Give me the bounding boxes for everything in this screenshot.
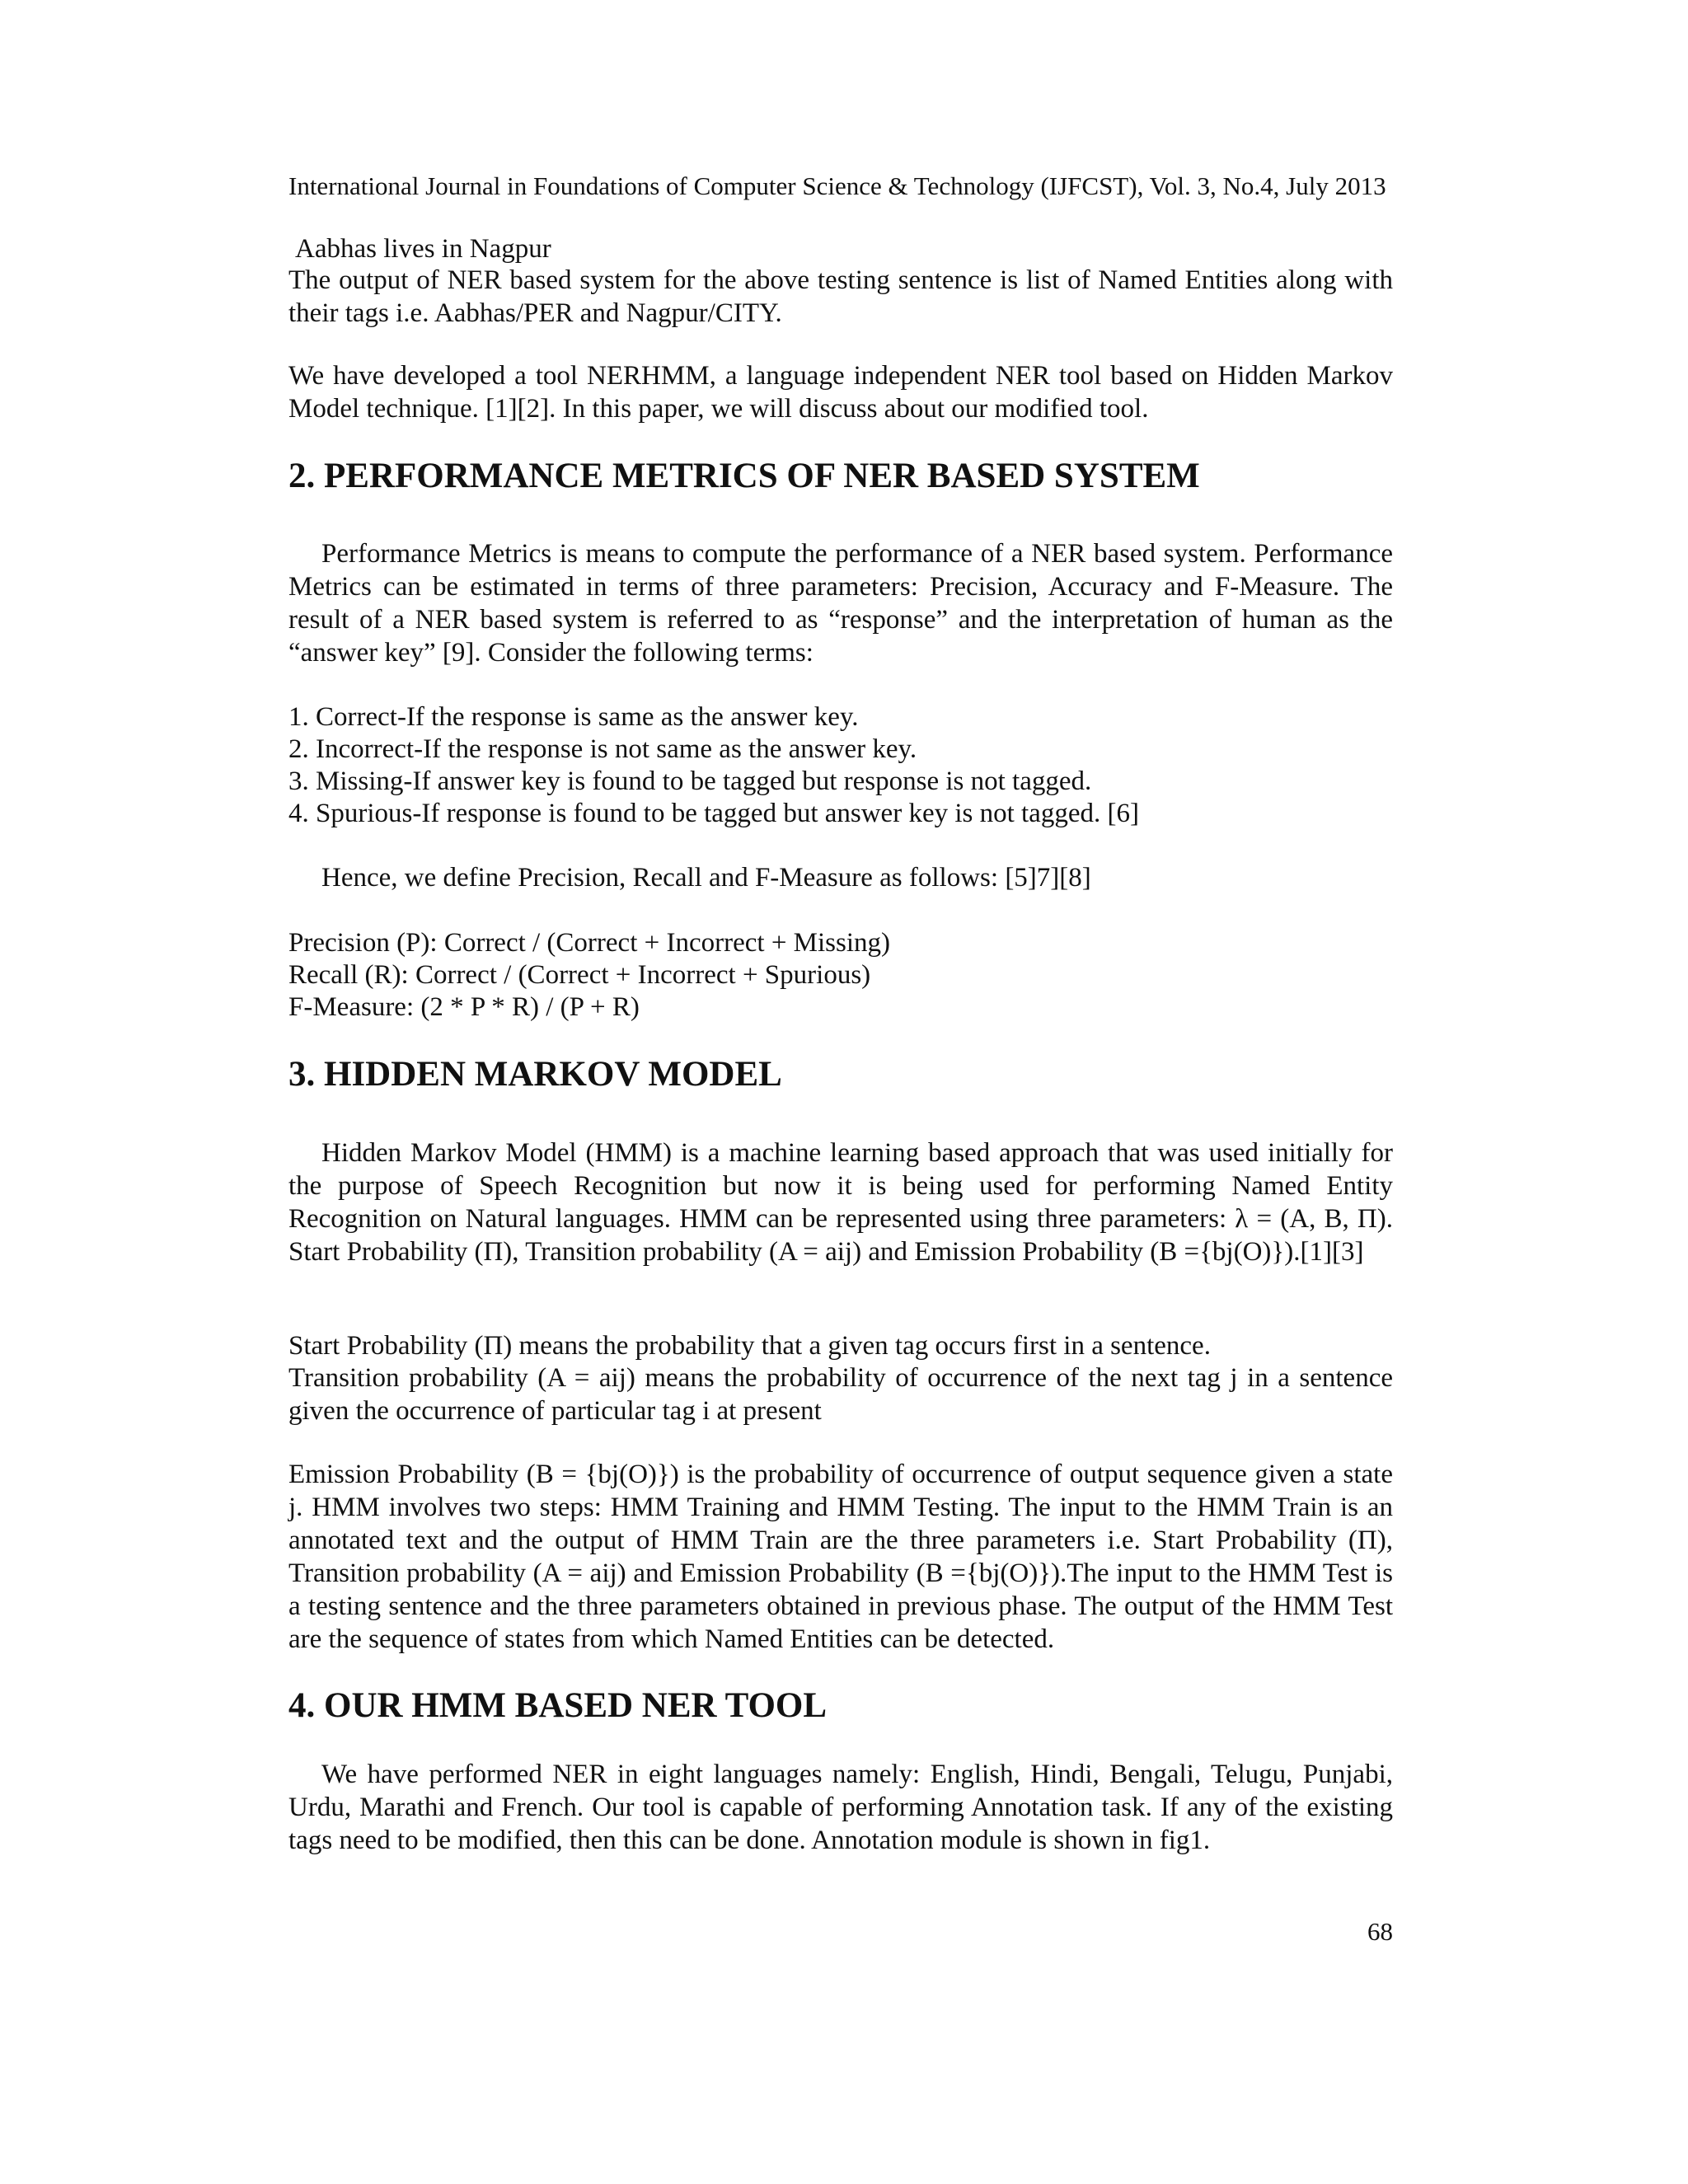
section-4-paragraph-1: We have performed NER in eight languages namely: English, Hindi, Bengali, Telugu, Punjabi, Urdu, Marathi and French. Our tool is capable of performing Annotation task. If any of the existing tags need to be modified, then this can be done. Annotation module is shown in fig1.: [288, 1760, 1393, 1855]
term-list-item: 4. Spurious-If response is found to be tagged but answer key is not tagged. [6]: [288, 799, 1139, 828]
intro-paragraph-1: The output of NER based system for the above testing sentence is list of Named Entities along with their tags i.e. Aabhas/PER and Nagpur/CITY.: [288, 265, 1393, 328]
section-3-paragraph-2-line-1: Start Probability (Π) means the probability that a given tag occurs first in a sentence.: [288, 1331, 1211, 1361]
term-list-item: 1. Correct-If the response is same as the answer key.: [288, 702, 859, 732]
section-4-heading: 4. OUR HMM BASED NER TOOL: [288, 1686, 828, 1725]
section-3-paragraph-3: Emission Probability (B = {bj(O)}) is the probability of occurrence of output sequence given a state j. HMM involves two steps: HMM Training and HMM Testing. The input to the HMM Train is an annotated text and the output of HMM Train are the three parameters i.e. Start Probability (Π), Transition probability (A = aij) and Emission Probability (B ={bj(O)}).The input to the HMM Test is a testing sentence and the three parameters obtained in previous phase. The output of the HMM Test are the sequence of states from which Named Entities can be detected.: [288, 1460, 1393, 1654]
section-3-paragraph-1: Hidden Markov Model (HMM) is a machine learning based approach that was used initially for the purpose of Speech Recognition but now it is being used for performing Named Entity Recognition on Natural languages. HMM can be represented using three parameters: λ = (A, B, Π). Start Probability (Π), Transition probability (A = aij) and Emission Probability (B ={bj(O)}).[1][3]: [288, 1138, 1393, 1267]
example-sentence: Aabhas lives in Nagpur: [295, 234, 551, 264]
running-header: International Journal in Foundations of Computer Science & Technology (IJFCST), Vol. 3, No.4, July 2013: [288, 171, 1386, 200]
page-number: 68: [1367, 1917, 1393, 1946]
f-measure-formula: F-Measure: (2 * P * R) / (P + R): [288, 992, 640, 1022]
term-list-item: 3. Missing-If answer key is found to be tagged but response is not tagged.: [288, 766, 1092, 796]
term-list-item: 2. Incorrect-If the response is not same as the answer key.: [288, 734, 917, 764]
precision-formula: Precision (P): Correct / (Correct + Incorrect + Missing): [288, 928, 891, 958]
intro-paragraph-2: We have developed a tool NERHMM, a language independent NER tool based on Hidden Markov Model technique. [1][2]. In this paper, we will discuss about our modified tool.: [288, 361, 1393, 424]
section-3-heading: 3. HIDDEN MARKOV MODEL: [288, 1055, 782, 1094]
recall-formula: Recall (R): Correct / (Correct + Incorrect + Spurious): [288, 960, 871, 990]
section-2-paragraph-1: Performance Metrics is means to compute the performance of a NER based system. Performance Metrics can be estimated in terms of three parameters: Precision, Accuracy and F-Measure. The result of a NER based system is referred to as “response” and the interpretation of human as the “answer key” [9]. Consider the following terms:: [288, 539, 1393, 668]
section-3-paragraph-2: Transition probability (A = aij) means the probability of occurrence of the next tag j in a sentence given the occurrence of particular tag i at present: [288, 1363, 1393, 1426]
section-2-paragraph-2: Hence, we define Precision, Recall and F-Measure as follows: [5]7][8]: [321, 863, 1091, 893]
section-2-heading: 2. PERFORMANCE METRICS OF NER BASED SYSTEM: [288, 457, 1200, 495]
